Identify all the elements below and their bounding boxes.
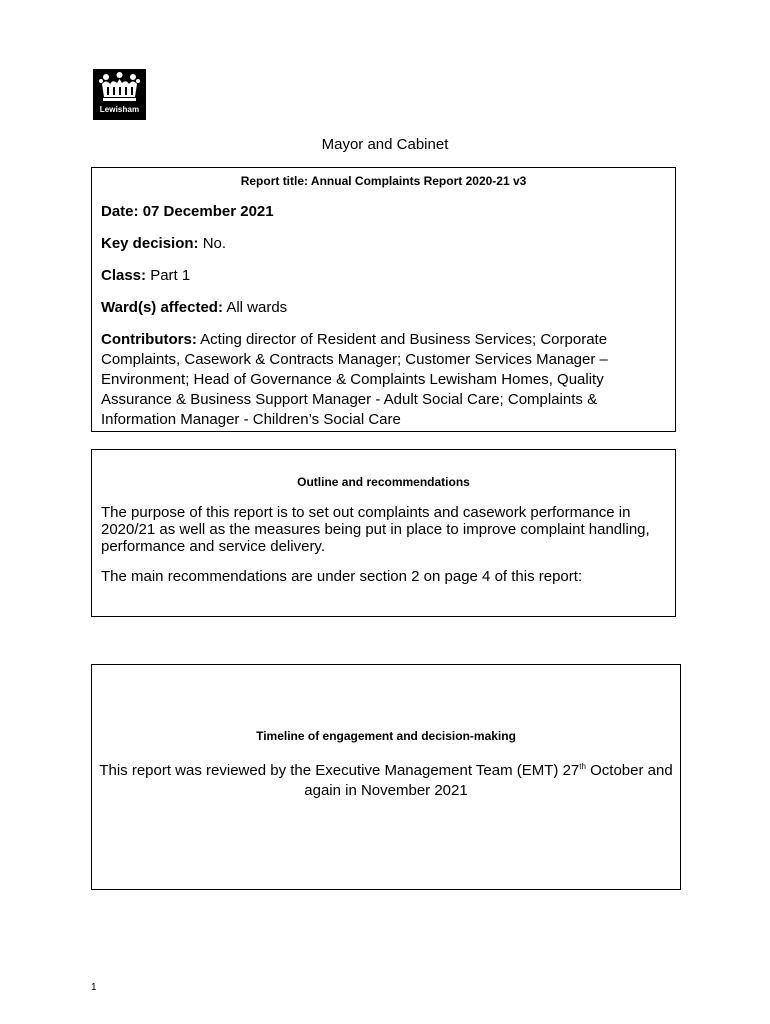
lewisham-logo (93, 69, 146, 120)
report-title-label: Report title: (240, 174, 309, 188)
class-label: Class: (101, 267, 147, 284)
outline-paragraph-purpose: The purpose of this report is to set out complaints and casework performance in 2020/21 as well as the measures being put in place to improve complaint handling, performance and service delivery. (101, 504, 650, 555)
timeline-heading: Timeline of engagement and decision-making (256, 729, 516, 743)
date-label: Date: (101, 203, 139, 220)
contributors-value: Acting director of Resident and Business Services; Corporate Complaints, Casework & Contracts Manager; Customer Services Manager – Environment; Head of Governance & Complaints Lewisham Homes, Quality Assurance & Business Support Manager - Adult Social Care; Complaints & Information Manager - Children’s Social Care (101, 331, 608, 428)
outline-heading: Outline and recommendations (297, 475, 470, 489)
class-value: Part 1 (150, 267, 191, 284)
key-decision-value: No. (202, 235, 227, 252)
key-decision-label: Key decision: (101, 235, 199, 252)
timeline-text-part1: This report was reviewed by the Executive Management Team (EMT) 27 (99, 762, 580, 779)
key-decision-field (101, 234, 665, 254)
logo-text: Lewisham (99, 105, 140, 114)
wards-value: All wards (226, 299, 288, 316)
wards-field (101, 298, 665, 318)
timeline-text (98, 757, 674, 801)
contributors-field (101, 330, 665, 430)
wards-label: Ward(s) affected: (101, 299, 223, 316)
timeline-text-part2: October and again in November 2021 (304, 762, 673, 799)
meeting-title: Mayor and Cabinet (321, 136, 449, 153)
date-value: 07 December 2021 (142, 203, 274, 220)
timeline-box (91, 664, 681, 890)
contributors-label: Contributors: (101, 331, 197, 348)
report-title (92, 174, 675, 188)
page-number: 1 (91, 982, 97, 993)
outline-paragraph-recommendations: The main recommendations are under section 2 on page 4 of this report: (101, 568, 583, 585)
timeline-text-ordinal: th (579, 762, 586, 771)
class-field (101, 266, 665, 286)
outline-box (91, 449, 676, 617)
crown-icon (93, 69, 146, 105)
report-details-box (91, 167, 676, 432)
date-field (101, 202, 665, 222)
report-title-value: Annual Complaints Report 2020-21 v3 (310, 174, 527, 188)
